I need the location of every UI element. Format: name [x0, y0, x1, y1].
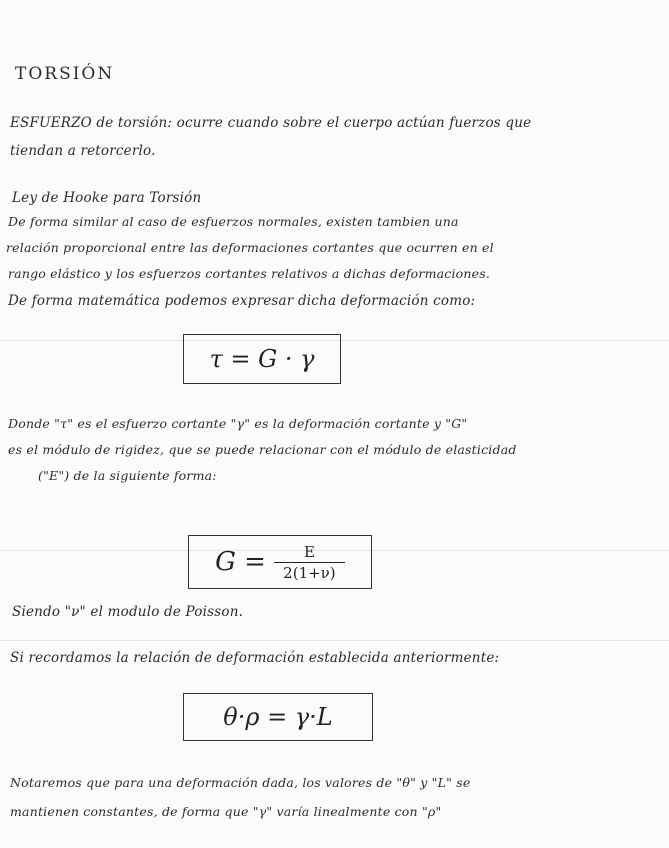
poisson-line: Siendo "ν" el modulo de Poisson.: [12, 604, 244, 620]
recall-line: Si recordamos la relación de deformación establecida anteriormente:: [10, 650, 500, 666]
conclusion-line-1: Notaremos que para una deformación dada, los valores de "θ" y "L" se: [10, 775, 471, 790]
formula-box-rigidity: [188, 535, 372, 589]
hooke-line-2: relación proporcional entre las deformaciones cortantes que ocurren en el: [6, 240, 494, 255]
formula-box-angle: [183, 693, 373, 741]
where-line-1: Donde "τ" es el esfuerzo cortante "γ" es la deformación cortante y "G": [8, 416, 468, 431]
where-line-2: es el módulo de rigidez, que se puede relacionar con el módulo de elasticidad: [8, 442, 517, 457]
hooke-line-4: De forma matemática podemos expresar dicha deformación como:: [8, 293, 476, 309]
definition-line-2: tiendan a retorcerlo.: [10, 143, 156, 159]
formula-rigidity-denominator: 2(1+ν): [283, 563, 336, 582]
formula-shear: τ = G · γ: [209, 345, 315, 373]
page-title: TORSIÓN: [15, 64, 115, 84]
formula-angle: θ·ρ = γ·L: [223, 703, 333, 731]
paper-line: [0, 640, 669, 641]
hooke-line-1: De forma similar al caso de esfuerzos normales, existen tambien una: [8, 214, 459, 229]
where-line-3: ("E") de la siguiente forma:: [38, 468, 217, 483]
definition-line-1: ESFUERZO de torsión: ocurre cuando sobre el cuerpo actúan fuerzos que: [10, 115, 532, 131]
formula-rigidity-lhs: G =: [215, 547, 266, 577]
conclusion-line-2: mantienen constantes, de forma que "γ" varía linealmente con "ρ": [10, 804, 442, 819]
formula-box-shear: [183, 334, 341, 384]
formula-rigidity-fraction: [274, 543, 345, 582]
formula-rigidity-numerator: E: [274, 543, 345, 563]
section-heading-hooke: Ley de Hooke para Torsión: [12, 190, 202, 206]
hooke-line-3: rango elástico y los esfuerzos cortantes relativos a dichas deformaciones.: [8, 266, 491, 281]
